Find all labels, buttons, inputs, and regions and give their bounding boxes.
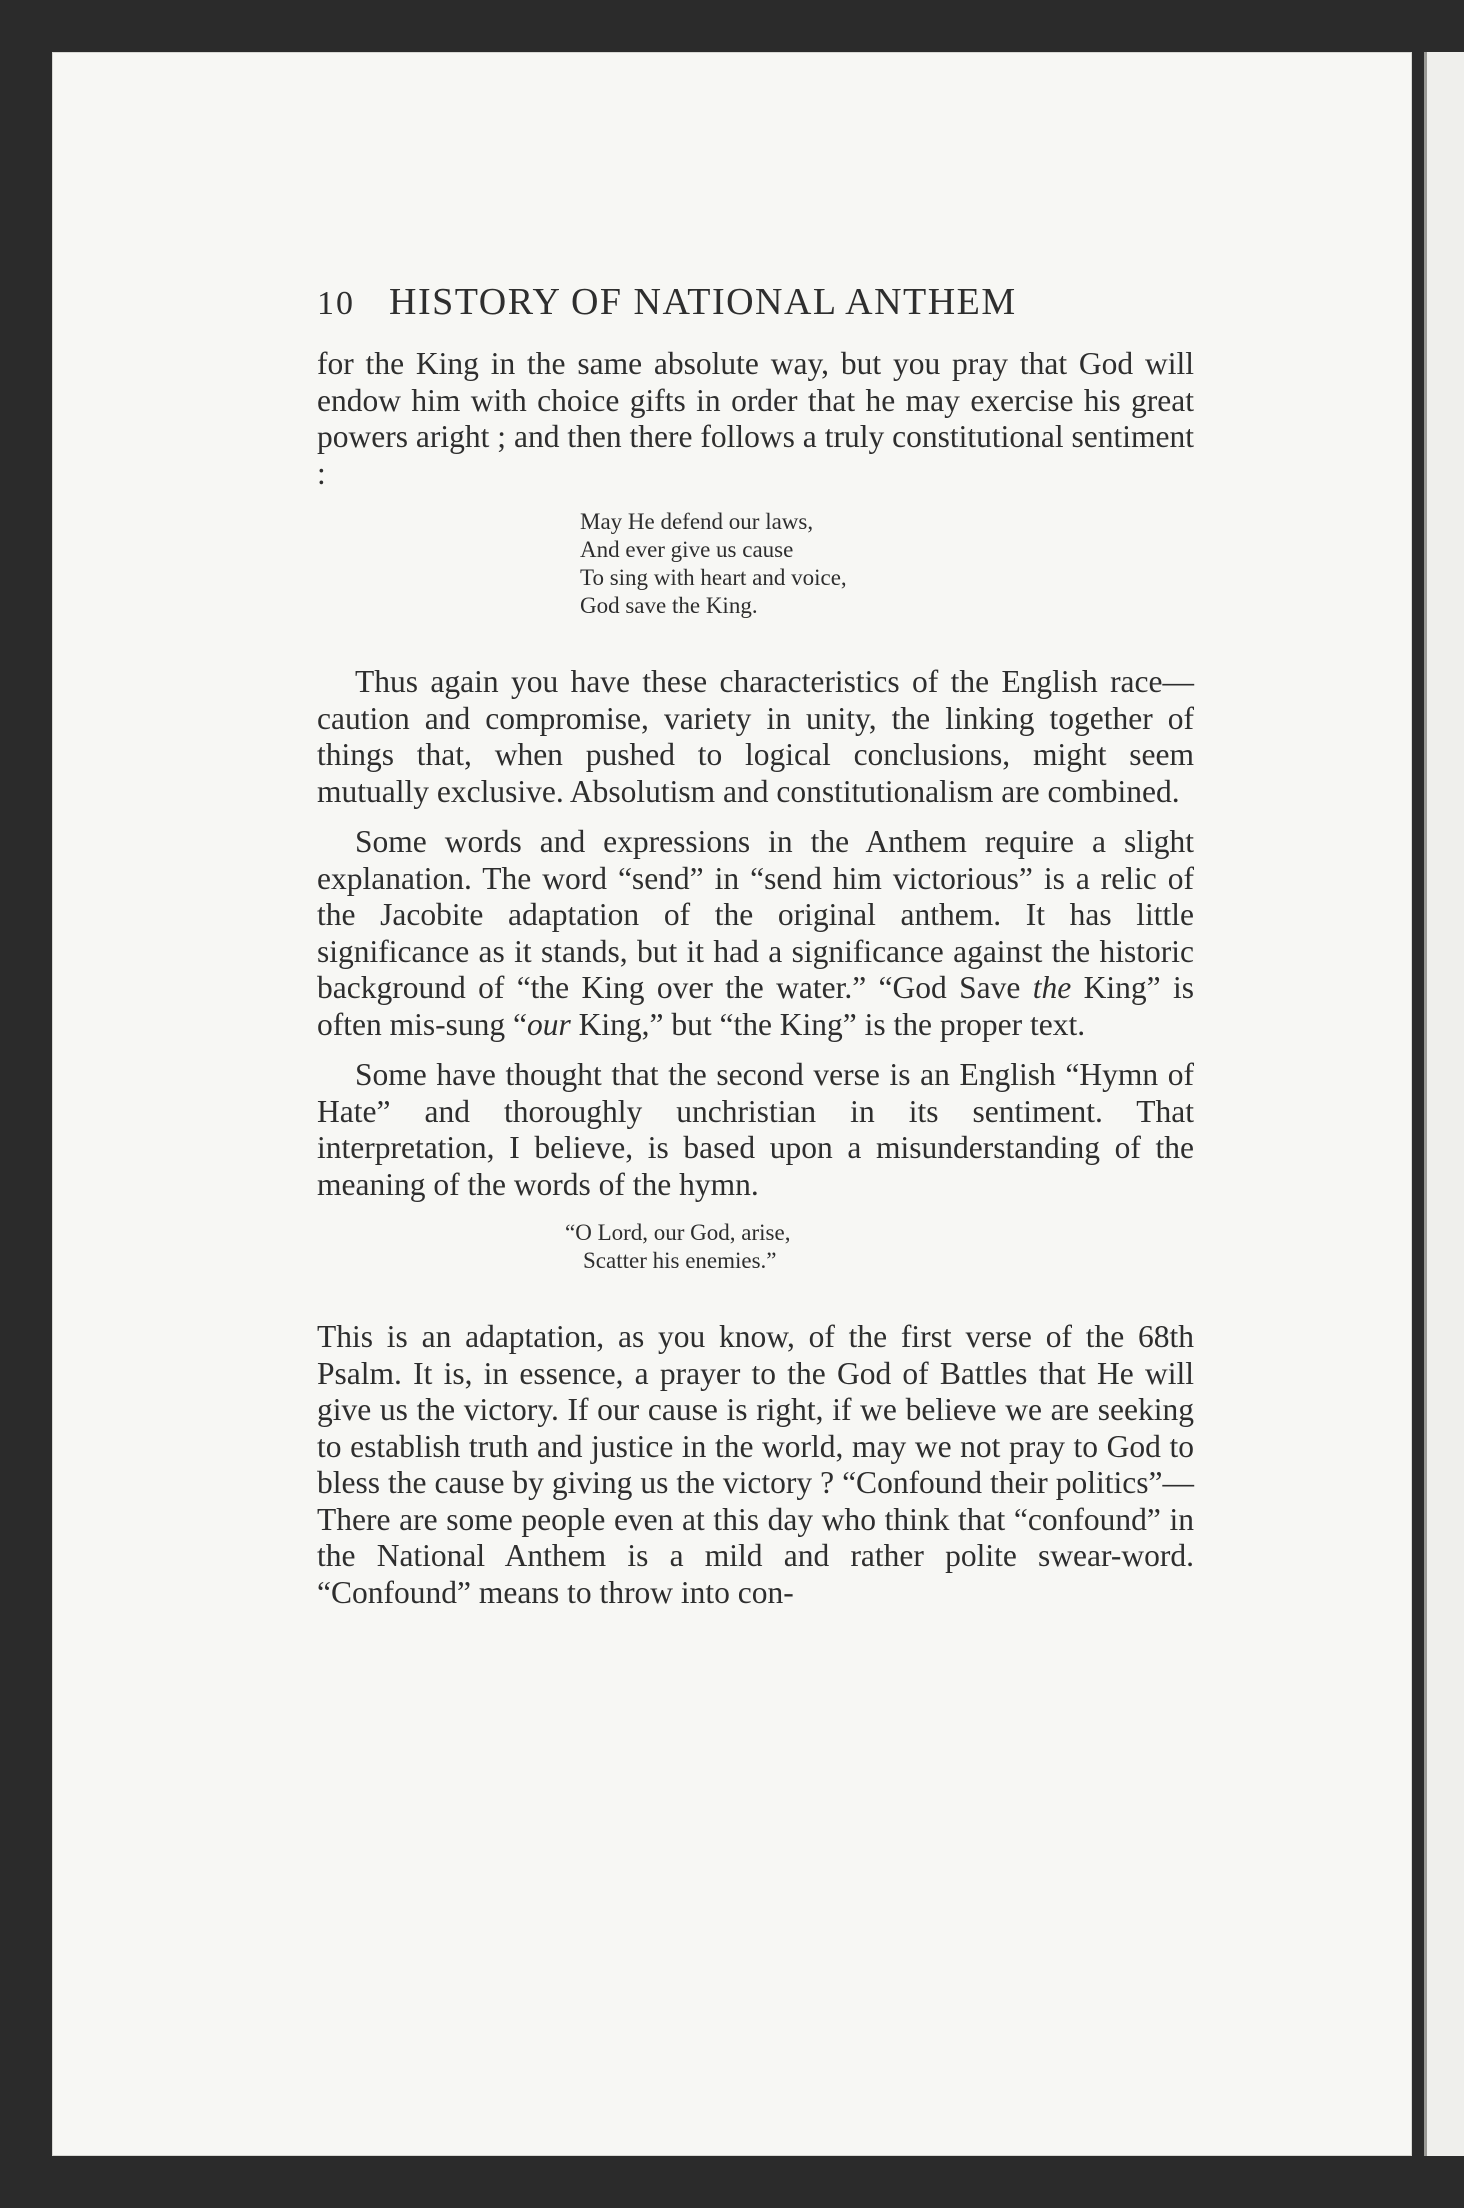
italic-our: our (526, 1006, 571, 1042)
page-text (317, 280, 1194, 1611)
page-number: 10 (317, 285, 355, 322)
verse-line: Scatter his enemies.” (583, 1248, 777, 1273)
paragraph-3-text: King,” but “the King” is the proper text. (570, 1006, 1086, 1042)
running-head (317, 280, 1194, 338)
verse-line: “O Lord, our God, arise, (565, 1220, 791, 1245)
verse-line: And ever give us cause (580, 537, 794, 562)
paragraph-3 (317, 824, 1194, 1043)
running-title: HISTORY OF NATIONAL ANTHEM (389, 281, 1017, 323)
paragraph-2: Thus again you have these characteristics of the English race—caution and compromise, variety in unity, the linking together of things that, when pushed to logical conclusions, might seem mutually exclusive. Absolutism and constitutionalism are combined. (317, 664, 1194, 809)
verse-line: God save the King. (580, 593, 758, 618)
paragraph-1: for the King in the same absolute way, but you pray that God will endow him with choice gifts in order that he may exercise his great powers aright ; and then there follows a truly constitutional sentiment : (317, 346, 1194, 491)
anthem-verse-quote (317, 508, 1194, 620)
second-verse-quote (317, 1219, 1194, 1275)
paragraph-3-text: King” is often mis-sung “ (317, 970, 1194, 1042)
verse-line: May He defend our laws, (580, 509, 814, 534)
facing-page-edge (1427, 52, 1464, 2156)
paragraph-4: Some have thought that the second verse is an English “Hymn of Hate” and thoroughly unchristian in its sentiment. That interpretation, I believe, is based upon a misunderstanding of the meaning of the words of the hymn. (317, 1057, 1194, 1202)
paragraph-5: This is an adaptation, as you know, of the first verse of the 68th Psalm. It is, in essence, a prayer to the God of Battles that He will give us the victory. If our cause is right, if we believe we are seeking to establish truth and justice in the world, may we not pray to God to bless the cause by giving us the victory ? “Confound their politics”—There are some people even at this day who think that “confound” in the National Anthem is a mild and rather polite swear-word. “Confound” means to throw into con- (317, 1319, 1194, 1610)
italic-the: the (1032, 970, 1072, 1005)
verse-line: To sing with heart and voice, (580, 565, 847, 590)
paragraph-3-text: Some words and expressions in the Anthem require a slight explanation. The word “send” in “send him victorious” is a relic of the Jacobite adaptation of the original anthem. It has little significance as it stands, but it had a significance against the historic background of “the King over the water.” “God Save (317, 824, 1194, 1005)
